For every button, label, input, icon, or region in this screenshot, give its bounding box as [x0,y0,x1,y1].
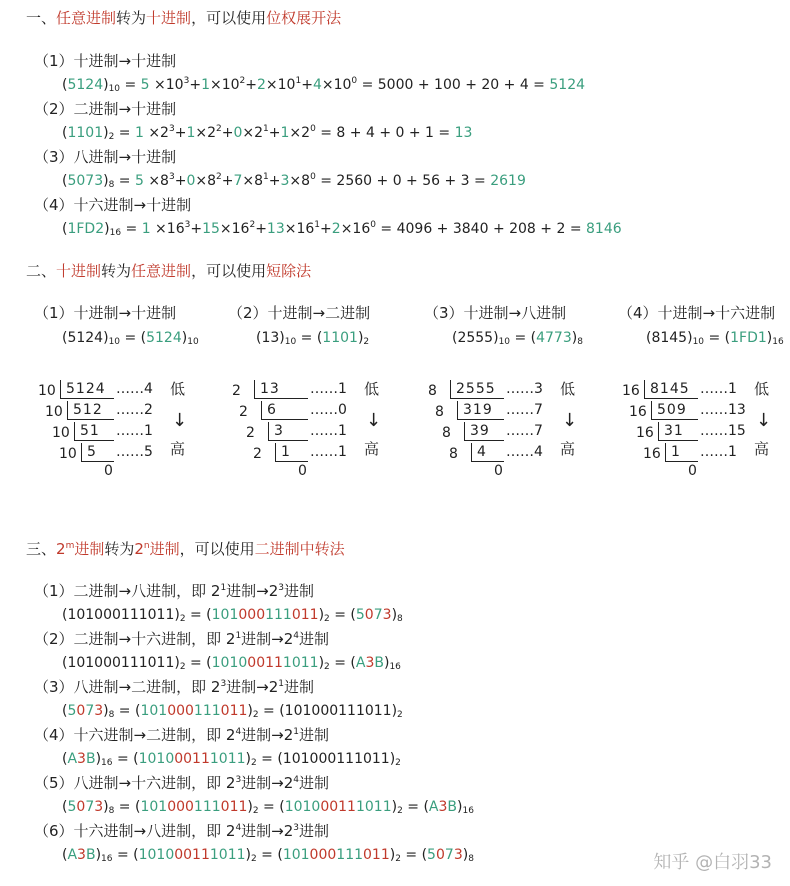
remainder: 15 [728,423,746,439]
remainder-row [116,401,153,419]
divisor: 2 [239,404,248,420]
high-label: 高 [364,440,380,458]
remainder-row [506,380,543,398]
leader-dots: …… [310,423,338,439]
short-division [38,378,188,478]
division-rule [254,398,308,399]
divisor: 8 [442,425,451,441]
remainder: 1 [728,381,737,397]
division-bracket [67,401,68,419]
s2-col-title: （3）十进制→八进制 [424,304,567,322]
s1-item-equation: $(5073)_8 = 5 \times 8^3+0\times 8^2+7\times 8^1+3\times 8^0 = 2560 + 0 + 56 + 3 = 2619$ [62,172,526,190]
remainder-row [700,443,737,461]
s3-item-equation: $(5073)_8 = (101000111011)_2 = (101000111011)_2$ [62,703,403,720]
short-division [428,378,578,478]
down-arrow-icon: ↓ [756,410,772,431]
leader-dots: …… [310,444,338,460]
section-3-heading: 三、2$^m$进制转为2$^n$进制，可以使用二进制中转法 [26,540,345,558]
s3-item-title: （4）十六进制→二进制，即 $2^4$进制$\to 2^1$进制 [34,726,330,744]
division-rule [450,398,504,399]
s1-item-equation: $(1FD2)_{16} = 1 \times 16^3+15\times 16^2+13\times 16^1+2\times 16^0 = 4096 + 3840 + 208 + 2 = 8146$ [62,220,622,238]
division-rule [457,419,504,420]
quotient: 2555 [456,381,496,397]
remainder-row [310,401,347,419]
quotient: 1 [671,444,681,460]
s3-item-equation: $(5073)_8 = (101000111011)_2 = (101000111011)_2 = (A3B)_{16}$ [62,799,474,816]
quotient: 39 [470,423,490,439]
short-division [232,378,382,478]
s1-item-title: （2）二进制→十进制 [34,100,177,118]
divisor: 10 [38,383,56,399]
s3-item-title: （6）十六进制→八进制，即 $2^4$进制$\to 2^3$进制 [34,822,330,840]
division-rule [268,440,308,441]
leader-dots: …… [116,444,144,460]
low-label: 低 [170,380,186,398]
section-2-heading: 二、十进制转为任意进制，可以使用短除法 [26,262,312,280]
quotient: 3 [274,423,284,439]
remainder-row [310,380,347,398]
division-rule [644,398,698,399]
division-rule [464,440,504,441]
division-rule [67,419,114,420]
down-arrow-icon: ↓ [562,410,578,431]
down-arrow-icon: ↓ [366,410,382,431]
remainder: 7 [534,423,543,439]
s2-col-title: （1）十进制→十进制 [34,304,177,322]
leader-dots: …… [506,402,534,418]
division-bracket [471,443,472,461]
quotient: 51 [80,423,100,439]
leader-dots: …… [700,444,728,460]
remainder-row [506,401,543,419]
leader-dots: …… [700,423,728,439]
remainder-row [506,422,543,440]
final-quotient: 0 [688,463,697,479]
high-label: 高 [754,440,770,458]
remainder: 4 [144,381,153,397]
remainder: 0 [338,402,347,418]
remainder: 7 [534,402,543,418]
division-rule [261,419,308,420]
s3-item-equation: $(A3B)_{16} = (101000111011)_2 = (101000111011)_2 = (5073)_8$ [62,847,474,864]
division-bracket [275,443,276,461]
s3-item-title: （2）二进制→十六进制，即 $2^1$进制$\to 2^4$进制 [34,630,330,648]
s3-item-title: （5）八进制→十六进制，即 $2^3$进制$\to 2^4$进制 [34,774,330,792]
divisor: 10 [59,446,77,462]
leader-dots: …… [700,381,728,397]
divisor: 10 [45,404,63,420]
remainder-row [700,422,746,440]
s2-col-equation: $(2555)_{10} = (4773)_8$ [452,330,583,347]
remainder: 5 [144,444,153,460]
remainder: 1 [338,444,347,460]
s3-item-title: （3）八进制→二进制，即 $2^3$进制$\to 2^1$进制 [34,678,315,696]
divisor: 2 [232,383,241,399]
s1-item-equation: $(5124)_{10} = 5 \times 10^3+1\times 10^2+2\times 10^1+4\times 10^0 = 5000 + 100 + 20 + 4 = 5124$ [62,76,586,94]
quotient: 13 [260,381,280,397]
division-bracket [665,443,666,461]
quotient: 4 [477,444,487,460]
quotient: 31 [664,423,684,439]
final-quotient: 0 [494,463,503,479]
remainder: 1 [144,423,153,439]
s1-item-title: （1）十进制→十进制 [34,52,177,70]
quotient: 5 [87,444,97,460]
divisor: 10 [52,425,70,441]
division-bracket [74,422,75,440]
divisor: 16 [629,404,647,420]
divisor: 2 [246,425,255,441]
division-bracket [81,443,82,461]
division-bracket [644,380,645,398]
leader-dots: …… [700,402,728,418]
s2-col-equation: $(5124)_{10} = (5124)_{10}$ [62,330,199,347]
watermark: 知乎 @白羽33 [653,852,772,873]
quotient: 319 [463,402,493,418]
division-bracket [268,422,269,440]
division-bracket [651,401,652,419]
low-label: 低 [754,380,770,398]
high-label: 高 [560,440,576,458]
s3-item-equation: $(101000111011)_2 = (101000111011)_2 = (A3B)_{16}$ [62,655,401,672]
divisor: 2 [253,446,262,462]
remainder: 13 [728,402,746,418]
s2-col-equation: $(8145)_{10} = (1FD1)_{16}$ [646,330,784,347]
leader-dots: …… [116,423,144,439]
remainder-row [116,380,153,398]
s2-col-title: （2）十进制→二进制 [228,304,371,322]
division-bracket [450,380,451,398]
final-quotient: 0 [104,463,113,479]
leader-dots: …… [506,381,534,397]
quotient: 8145 [650,381,690,397]
division-bracket [457,401,458,419]
s3-item-equation: $(A3B)_{16} = (101000111011)_2 = (101000111011)_2$ [62,751,401,768]
leader-dots: …… [116,402,144,418]
remainder-row [310,443,347,461]
divisor: 8 [435,404,444,420]
remainder-row [506,443,543,461]
quotient: 509 [657,402,687,418]
s3-item-title: （1）二进制→八进制，即 $2^1$进制$\to 2^3$进制 [34,582,315,600]
leader-dots: …… [506,423,534,439]
remainder-row [116,422,153,440]
low-label: 低 [560,380,576,398]
division-bracket [60,380,61,398]
divisor: 16 [643,446,661,462]
short-division [622,378,772,478]
divisor: 16 [622,383,640,399]
quotient: 1 [281,444,291,460]
division-bracket [658,422,659,440]
low-label: 低 [364,380,380,398]
remainder: 1 [338,381,347,397]
division-bracket [464,422,465,440]
final-quotient: 0 [298,463,307,479]
division-rule [60,398,114,399]
divisor: 8 [449,446,458,462]
leader-dots: …… [506,444,534,460]
remainder-row [116,443,153,461]
quotient: 512 [73,402,103,418]
quotient: 6 [267,402,277,418]
remainder: 3 [534,381,543,397]
division-rule [651,419,698,420]
s1-item-title: （4）十六进制→十进制 [34,196,192,214]
division-rule [74,440,114,441]
down-arrow-icon: ↓ [172,410,188,431]
high-label: 高 [170,440,186,458]
remainder: 2 [144,402,153,418]
leader-dots: …… [116,381,144,397]
quotient: 5124 [66,381,106,397]
s2-col-title: （4）十进制→十六进制 [618,304,776,322]
leader-dots: …… [310,381,338,397]
divisor: 16 [636,425,654,441]
remainder: 1 [728,444,737,460]
s1-item-equation: $(1101)_2 = 1 \times 2^3+1\times 2^2+0\times 2^1+1\times 2^0 = 8 + 4 + 0 + 1 = 13$ [62,124,473,142]
remainder: 1 [338,423,347,439]
division-rule [658,440,698,441]
s2-col-equation: $(13)_{10} = (1101)_2$ [256,330,370,347]
remainder-row [700,401,746,419]
remainder-row [310,422,347,440]
divisor: 8 [428,383,437,399]
division-bracket [261,401,262,419]
s3-item-equation: $(101000111011)_2 = (101000111011)_2 = (5073)_8$ [62,607,403,624]
division-bracket [254,380,255,398]
section-1-heading: 一、任意进制转为十进制，可以使用位权展开法 [26,9,342,27]
leader-dots: …… [310,402,338,418]
remainder: 4 [534,444,543,460]
s1-item-title: （3）八进制→十进制 [34,148,177,166]
remainder-row [700,380,737,398]
